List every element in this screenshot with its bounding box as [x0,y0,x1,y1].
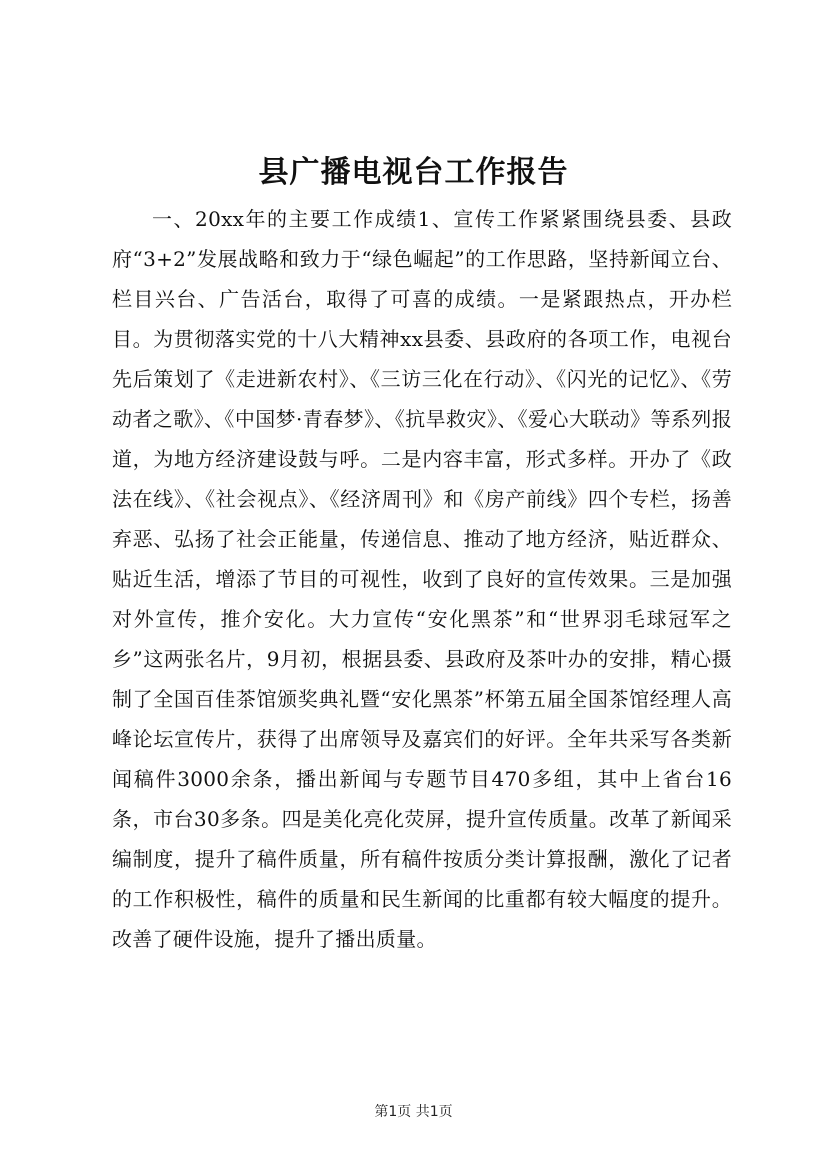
document-title: 县广播电视台工作报告 [258,155,569,190]
document-body-paragraph: 一、20xx年的主要工作成绩1、宣传工作紧紧围绕县委、县政府“3+2”发展战略和致力于“绿色崛起”的工作思路，坚持新闻立台、栏目兴台、广告活台，取得了可喜的成绩。一是紧跟热点，开办栏目。为贯彻落实党的十八大精神xx县委、县政府的各项工作，电视台先后策划了《走进新农村》、《三访三化在行动》、《闪光的记忆》、《劳动者之歌》、《中国梦·青春梦》、《抗旱救灾》、《爱心大联动》等系列报道，为地方经济建设鼓与呼。二是内容丰富，形式多样。开办了《政法在线》、《社会视点》、《经济周刊》和《房产前线》四个专栏，扬善弃恶、弘扬了社会正能量，传递信息、推动了地方经济，贴近群众、贴近生活，增添了节目的可视性，收到了良好的宣传效果。三是加强对外宣传，推介安化。大力宣传“安化黑茶”和“世界羽毛球冠军之乡”这两张名片，9月初，根据县委、县政府及茶叶办的安排，精心摄制了全国百佳茶馆颁奖典礼暨“安化黑茶”杯第五届全国茶馆经理人高峰论坛宣传片，获得了出席领导及嘉宾们的好评。全年共采写各类新闻稿件3000余条，播出新闻与专题节目470多组，其中上省台16条，市台30多条。四是美化亮化荧屏，提升宣传质量。改革了新闻采编制度，提升了稿件质量，所有稿件按质分类计算报酬，激化了记者的工作积极性，稿件的质量和民生新闻的比重都有较大幅度的提升。改善了硬件设施，提升了播出质量。 [112,207,732,951]
page-footer: 第1页 共1页 [374,1104,453,1120]
